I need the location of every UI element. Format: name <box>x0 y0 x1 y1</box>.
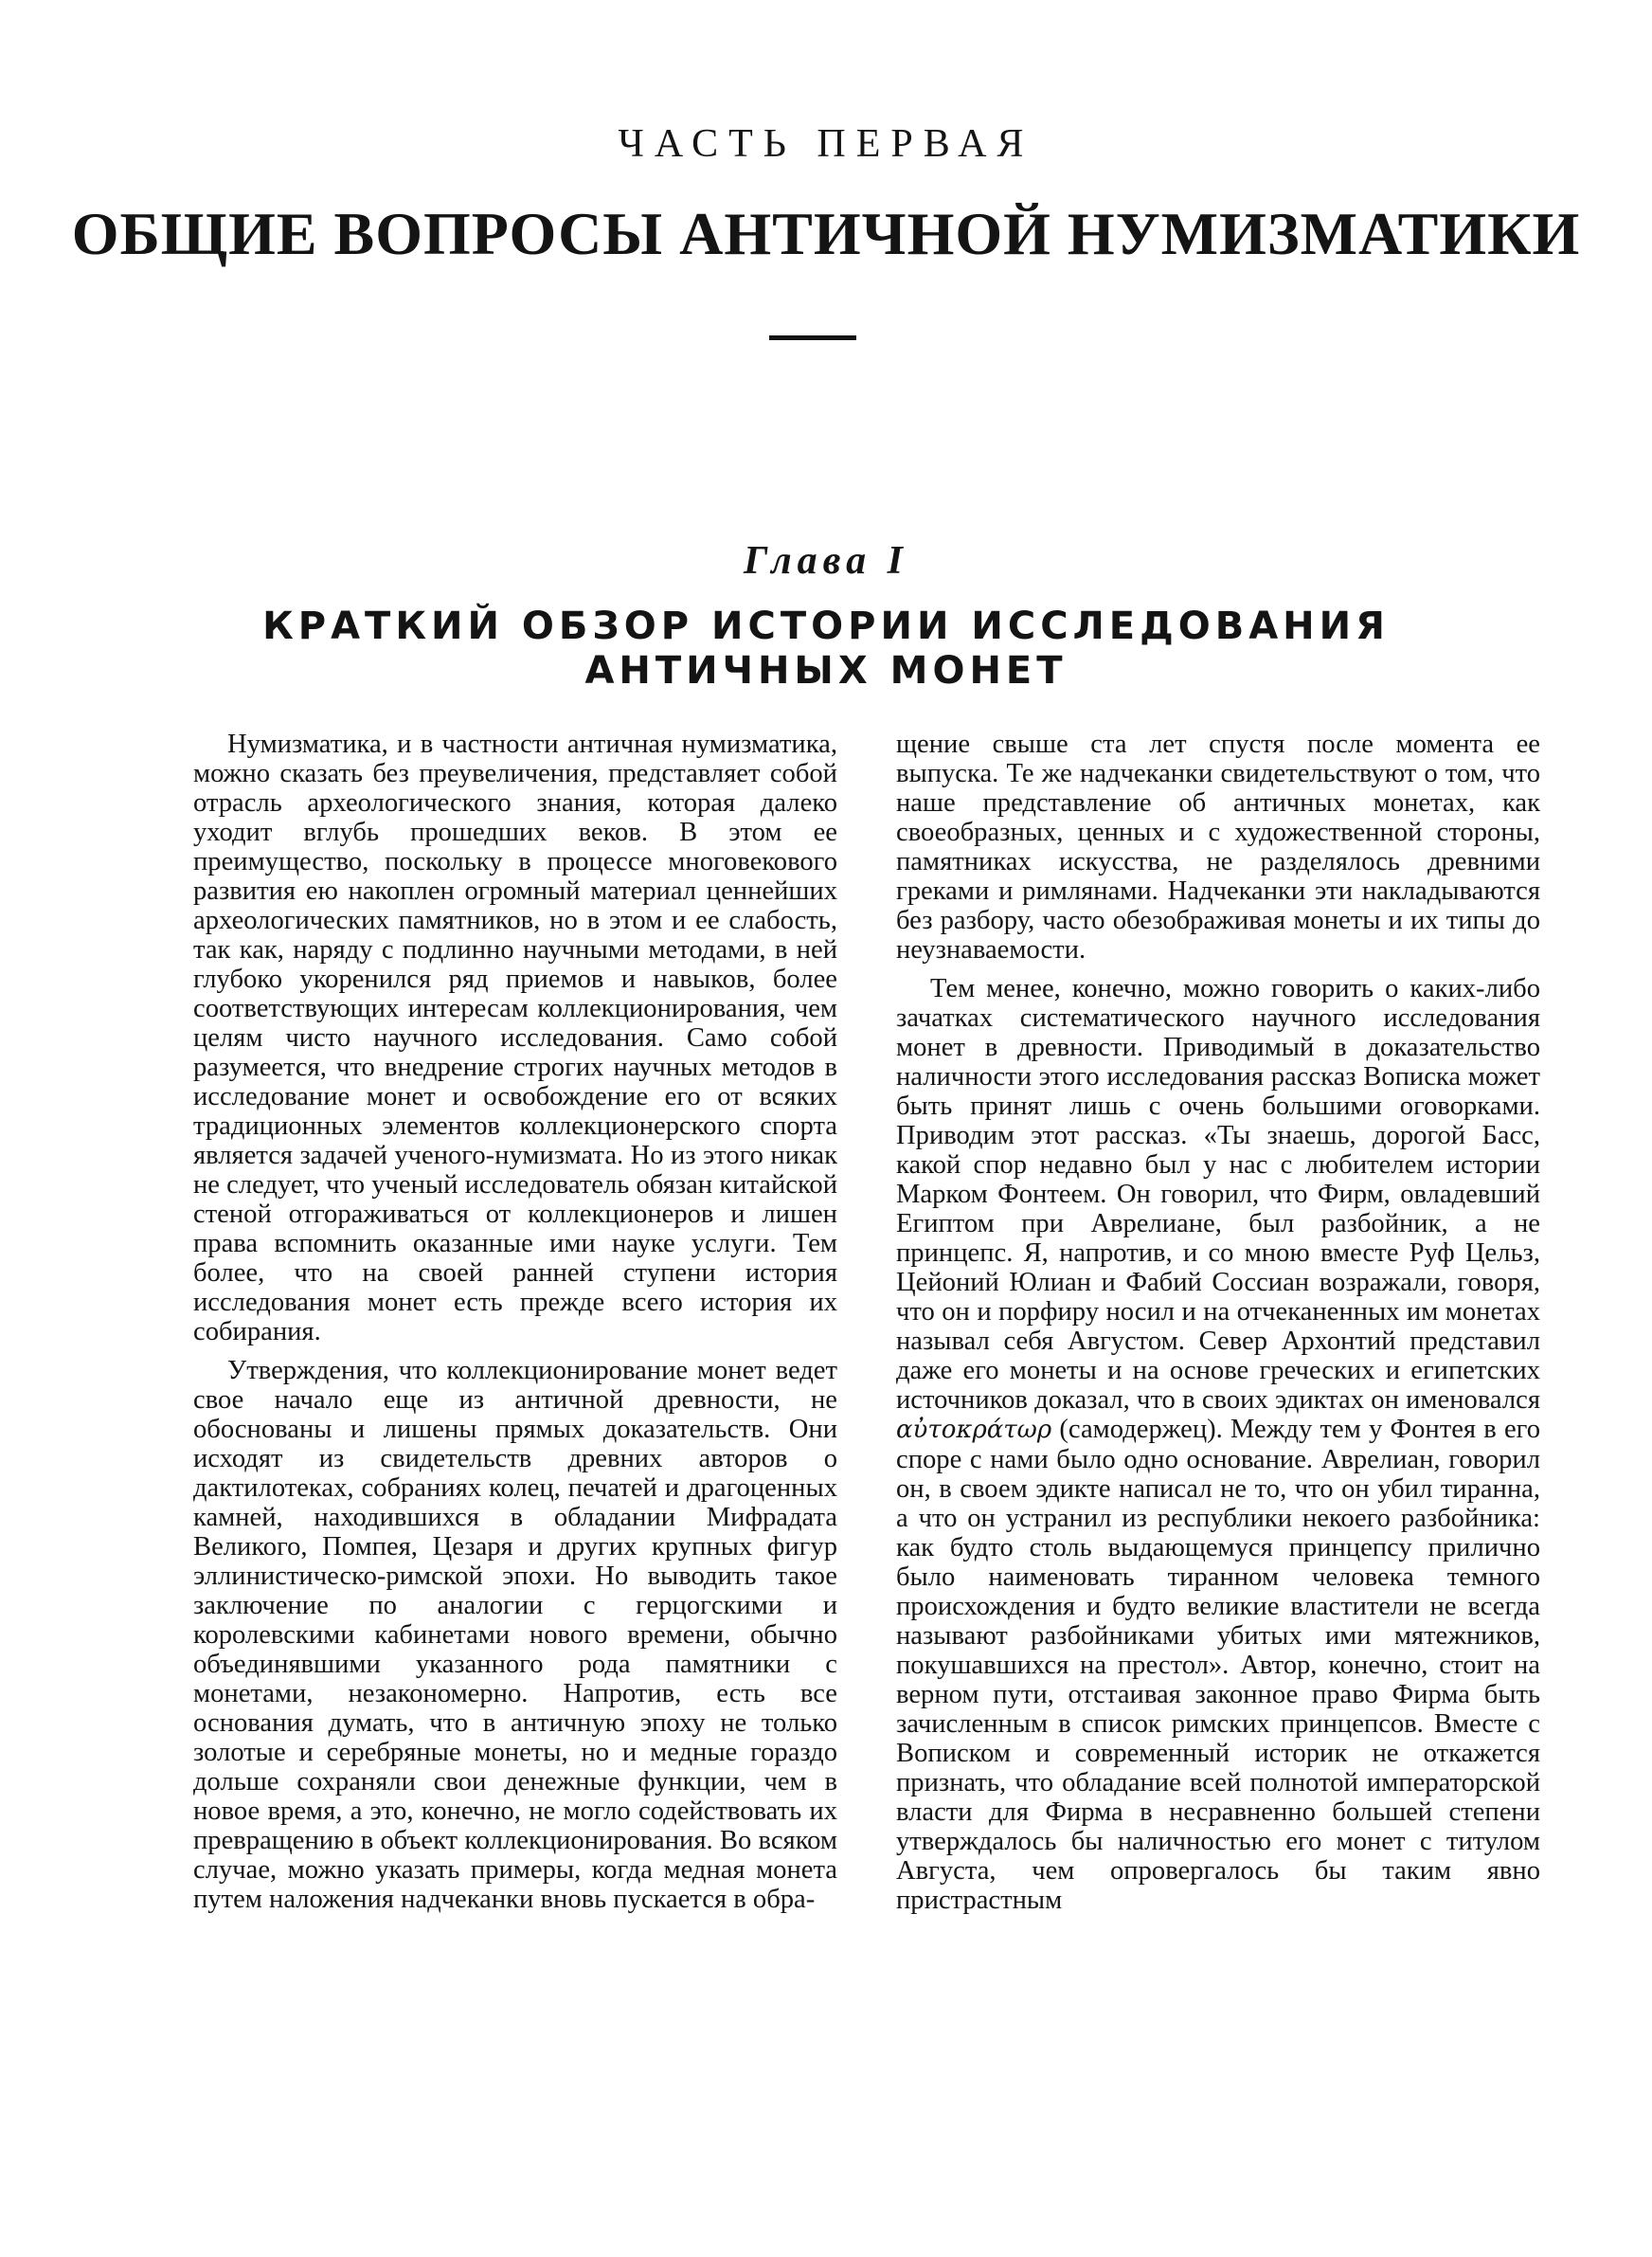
chapter-label: Глава I <box>743 539 908 583</box>
chapter-title-line-1: КРАТКИЙ ОБЗОР ИСТОРИИ ИССЛЕДОВАНИЯ <box>262 605 1390 648</box>
paragraph: Нумизматика, и в частности античная нумизматика, можно сказать без преувеличения, представляет собой отрасль археологического знания, которая далеко уходит вглубь прошедших веков. В этом ее преимущество, поскольку в процессе многовекового развития ею накоплен огромный материал ценнейших археологических памятников, но в этом и ее слабость, так как, наряду с подлинно научными методами, в ней глубоко укоренился ряд приемов и навыков, более соответствующих интересам коллекционирования, чем целям чисто научного исследования. Само собой разумеется, что внедрение строгих научных методов в исследование монет и освобождение его от всяких традиционных элементов коллекционерского спорта является задачей ученого-нумизмата. Но из этого никак не следует, что ученый исследователь обязан китайской стеной отгораживаться от коллекционеров и лишен права вспомнить оказанные ими науке услуги. Тем более, что на своей ранней ступени история исследования монет есть прежде всего история их собирания. <box>193 730 837 1346</box>
paragraph-vopiscus <box>896 974 1540 1915</box>
right-text-column <box>896 730 1540 1915</box>
greek-word: αὐτοκράτωρ <box>896 1416 1052 1444</box>
chapter-title-line-2: АНТИЧНЫХ МОНЕТ <box>584 649 1068 693</box>
title-divider <box>769 335 856 340</box>
paragraph-text: Тем менее, конечно, можно говорить о каких-либо зачатках систематического научного исследования монет в древности. Приводимый в доказательство наличности этого исследования рассказ Вописка может быть принят лишь с очень большими оговорками. Приводим этот рассказ. «Ты знаешь, дорогой Басс, какой спор недавно был у нас с любителем истории Марком Фонтеем. Он говорил, что Фирм, овладевший Египтом при Аврелиане, был разбойник, а не принцепс. Я, напротив, и со мною вместе Руф Цельз, Цейоний Юлиан и Фабий Соссиан возражали, говоря, что он и порфиру носил и на отчеканенных им монетах называл себя Августом. Север Архонтий представил даже его монеты и на основе греческих и египетских источников доказал, что в своих эдиктах он именовался <box>896 974 1540 1415</box>
part-label: ЧАСТЬ ПЕРВАЯ <box>618 122 1034 166</box>
paragraph-text: (самодержец). Между тем у Фонтея в его споре с нами было одно основание. Аврелиан, говорил он, в своем эдикте написал не то, что он убил тиранна, а что он устранил из республики некоего разбойника: как будто столь выдающемуся принцепсу прилично было наименовать тиранном человека темного происхождения и будто великие властители не всегда называют разбойниками убитых ими мятежников, покушавшихся на престол». Автор, конечно, стоит на верном пути, отстаивая законное право Фирма быть зачисленным в список римских принцепсов. Вместе с Вописком и современный историк не откажется признать, что обладание всей полнотой императорской власти для Фирма в несравненно большей степени утверждалось бы наличностью его монет с титулом Августа, чем опровергалось бы таким явно пристрастным <box>896 1415 1540 1915</box>
chapter-title <box>0 605 1652 694</box>
paragraph-continuation: щение свыше ста лет спустя после момента ее выпуска. Те же надчеканки свидетельствуют о том, что наше представление об античных монетах, как своеобразных, ценных и с художественной стороны, памятниках искусства, не разделялось древними греками и римлянами. Надчеканки эти накладываются без разбору, часто обезображивая монеты и их типы до неузнаваемости. <box>896 730 1540 965</box>
paragraph: Утверждения, что коллекционирование монет ведет свое начало еще из античной древности, не обоснованы и лишены прямых доказательств. Они исходят из свидетельств древних авторов о дактилотеках, собраниях колец, печатей и драгоценных камней, находившихся в обладании Мифрадата Великого, Помпея, Цезаря и других крупных фигур эллинистическо-римской эпохи. Но выводить такое заключение по аналогии с герцогскими и королевскими кабинетами нового времени, обычно объединявшими указанного рода памятники с монетами, незакономерно. Напротив, есть все основания думать, что в античную эпоху не только золотые и серебряные монеты, но и медные гораздо дольше сохраняли свои денежные функции, чем в новое время, а это, конечно, не могло содействовать их превращению в объект коллекционирования. Во всяком случае, можно указать примеры, когда медная монета путем наложения надчеканки вновь пускается в обра- <box>193 1356 837 1914</box>
part-title: ОБЩИЕ ВОПРОСЫ АНТИЧНОЙ НУМИЗМАТИКИ <box>71 200 1581 267</box>
left-text-column <box>193 730 837 1914</box>
